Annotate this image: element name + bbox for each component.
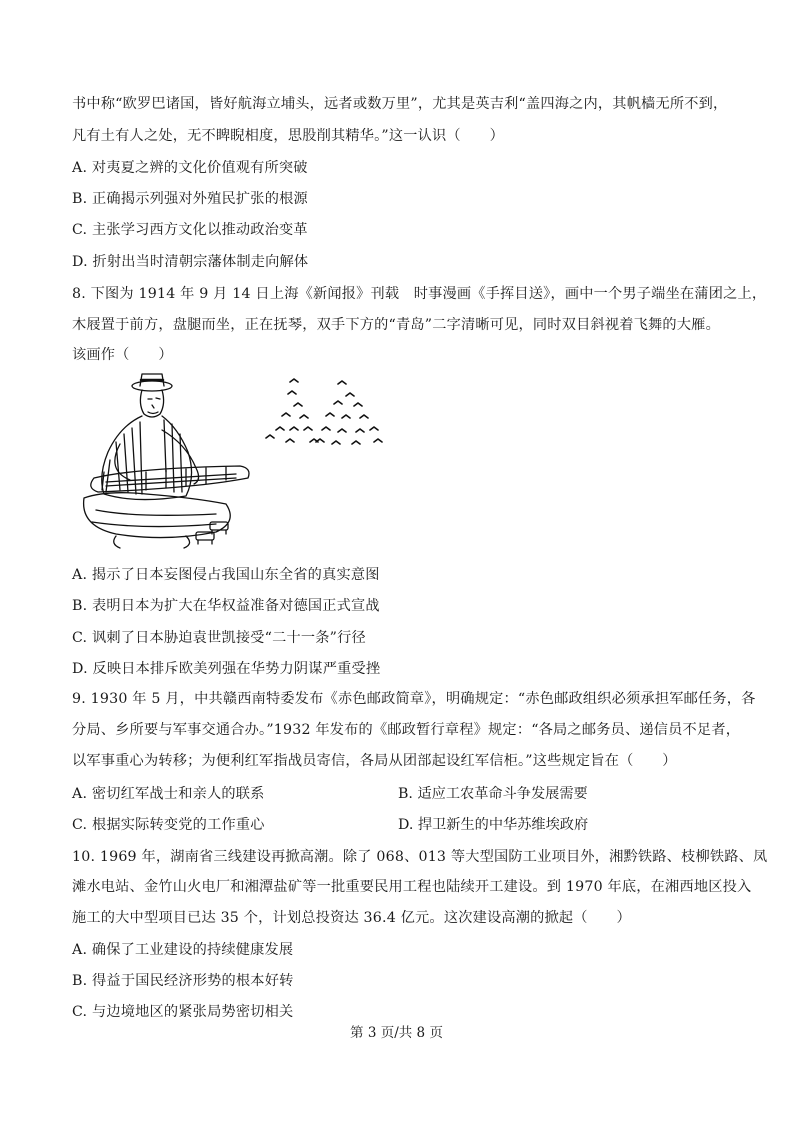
q9-stem-line-2: 分局、乡所要与军事交通合办。”1932 年发布的《邮政暂行章程》规定：“各局之邮务员、递信员不足者， — [72, 722, 741, 738]
cartoon-figure — [76, 372, 386, 552]
q8-stem-line-2: 木屐置于前方，盘腿而坐，正在抚琴，双手下方的“青岛”二字清晰可见，同时双目斜视着飞舞的大雁。 — [72, 317, 720, 333]
zither-icon — [91, 466, 249, 492]
flying-geese-icon — [266, 379, 382, 444]
q8-option-d: D. 反映日本排斥欧美列强在华势力阴谋严重受挫 — [72, 661, 381, 677]
q9-stem-line-1: 9. 1930 年 5 月，中共赣西南特委发布《赤色邮政简章》，明确规定：“赤色邮政组织必须承担军邮任务，各 — [72, 691, 756, 707]
q10-option-a: A. 确保了工业建设的持续健康发展 — [72, 942, 294, 958]
q7-stem-line-1: 书中称“欧罗巴诸国，皆好航海立埔头，远者或数万里”，尤其是英吉利“盖四海之内，其帆樯无所不到， — [72, 96, 728, 112]
q10-option-b: B. 得益于国民经济形势的根本好转 — [72, 973, 294, 989]
q9-stem-line-3: 以军事重心为转移；为便利红军指战员寄信，各局从团部起设红军信柜。”这些规定旨在（ ） — [72, 753, 677, 769]
q8-option-a: A. 揭示了日本妄图侵占我国山东全省的真实意图 — [72, 567, 380, 583]
q8-option-c: C. 讽刺了日本胁迫袁世凯接受“二十一条”行径 — [72, 630, 366, 646]
q10-stem-line-3: 施工的大中型项目已达 35 个，计划总投资达 36.4 亿元。这次建设高潮的掀起（ ） — [72, 910, 631, 926]
q10-stem-line-1: 10. 1969 年，湖南省三线建设再掀高潮。除了 068、013 等大型国防工业项目外，湘黔铁路、枝柳铁路、凤 — [72, 849, 768, 865]
q9-option-c: C. 根据实际转变党的工作重心 — [72, 817, 265, 833]
head-icon — [140, 390, 163, 417]
q10-stem-line-2: 滩水电站、金竹山火电厂和湘潭盐矿等一批重要民用工程也陆续开工建设。到 1970 年底，在湘西地区投入 — [72, 879, 752, 895]
q7-option-b: B. 正确揭示列强对外殖民扩张的根源 — [72, 191, 308, 207]
q8-option-b: B. 表明日本为扩大在华权益准备对德国正式宣战 — [72, 598, 380, 614]
q10-option-c: C. 与边境地区的紧张局势密切相关 — [72, 1004, 294, 1020]
page-number: 第 3 页/共 8 页 — [350, 1025, 443, 1041]
q9-option-a: A. 密切红军战士和亲人的联系 — [72, 786, 265, 802]
q8-stem-line-1: 8. 下图为 1914 年 9 月 14 日上海《新闻报》刊载 时事漫画《手挥目送》，画中一个男子端坐在蒲团之上， — [72, 286, 767, 302]
q9-option-d: D. 捍卫新生的中华苏维埃政府 — [398, 817, 589, 833]
q7-stem-line-2: 凡有土有人之处，无不睥睨相度，思股削其精华。”这一认识（ ） — [72, 128, 504, 144]
q7-option-c: C. 主张学习西方文化以推动政治变革 — [72, 222, 308, 238]
q8-stem-line-3: 该画作（ ） — [72, 347, 173, 363]
hat-icon — [132, 374, 172, 391]
q9-option-b: B. 适应工农革命斗争发展需要 — [398, 786, 588, 802]
q7-option-a: A. 对夷夏之辨的文化价值观有所突破 — [72, 160, 308, 176]
q7-option-d: D. 折射出当时清朝宗藩体制走向解体 — [72, 254, 309, 270]
